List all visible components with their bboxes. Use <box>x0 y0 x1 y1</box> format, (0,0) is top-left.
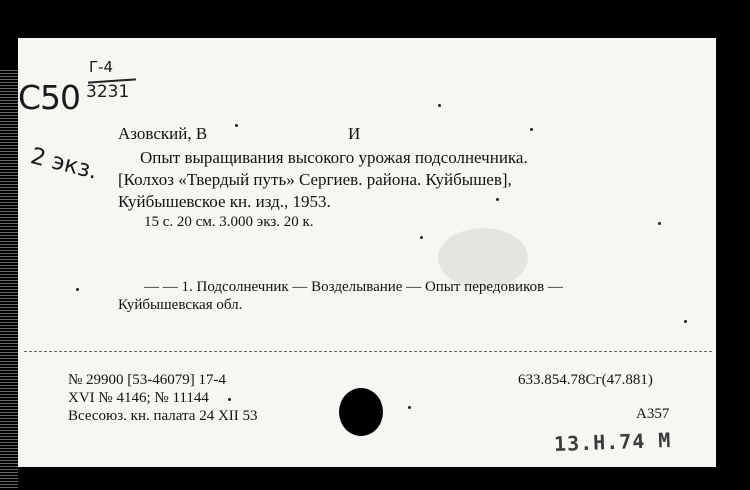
card-divider <box>24 351 712 352</box>
publication-line-2: Куйбышевское кн. изд., 1953. <box>118 192 331 211</box>
book-title: Опыт выращивания высокого урожая подсолнечника. <box>140 148 528 167</box>
registration-line-1: № 29900 [53-46079] 17-4 <box>68 372 227 388</box>
author-initial: И <box>348 124 361 143</box>
scan-left-edge <box>0 70 18 490</box>
call-number-top: Г-4 <box>89 58 114 76</box>
speck <box>658 222 661 225</box>
author-surname: Азовский, В <box>118 124 208 143</box>
physical-description: 15 с. 20 см. 3.000 экз. 20 к. <box>144 214 314 230</box>
card-code: А357 <box>636 406 670 422</box>
punch-hole <box>339 388 383 436</box>
speck <box>684 320 687 323</box>
call-number-bottom: 3231 <box>86 82 130 102</box>
speck <box>228 398 231 401</box>
registration-line-2: XVI № 4146; № 11144 <box>68 390 209 406</box>
classification-number: 633.854.78Сг(47.881) <box>518 372 653 388</box>
speck <box>235 124 238 127</box>
speck <box>408 406 411 409</box>
catalog-card <box>18 38 716 467</box>
speck <box>496 198 499 201</box>
speck <box>438 104 441 107</box>
call-number-main: С50 <box>18 78 81 117</box>
subject-heading-1: — — 1. Подсолнечник — Возделывание — Опыт передовиков — <box>144 279 563 295</box>
speck <box>420 236 423 239</box>
date-stamp: 13.Н.74 М <box>553 427 672 457</box>
copies-note: 2 экз. <box>27 143 101 185</box>
publication-line-1: [Колхоз «Твердый путь» Сергиев. района. Куйбышев], <box>118 170 512 189</box>
speck <box>530 128 533 131</box>
speck <box>76 288 79 291</box>
registration-line-3: Всесоюз. кн. палата 24 XII 53 <box>68 408 258 424</box>
subject-heading-2: Куйбышевская обл. <box>118 297 243 313</box>
